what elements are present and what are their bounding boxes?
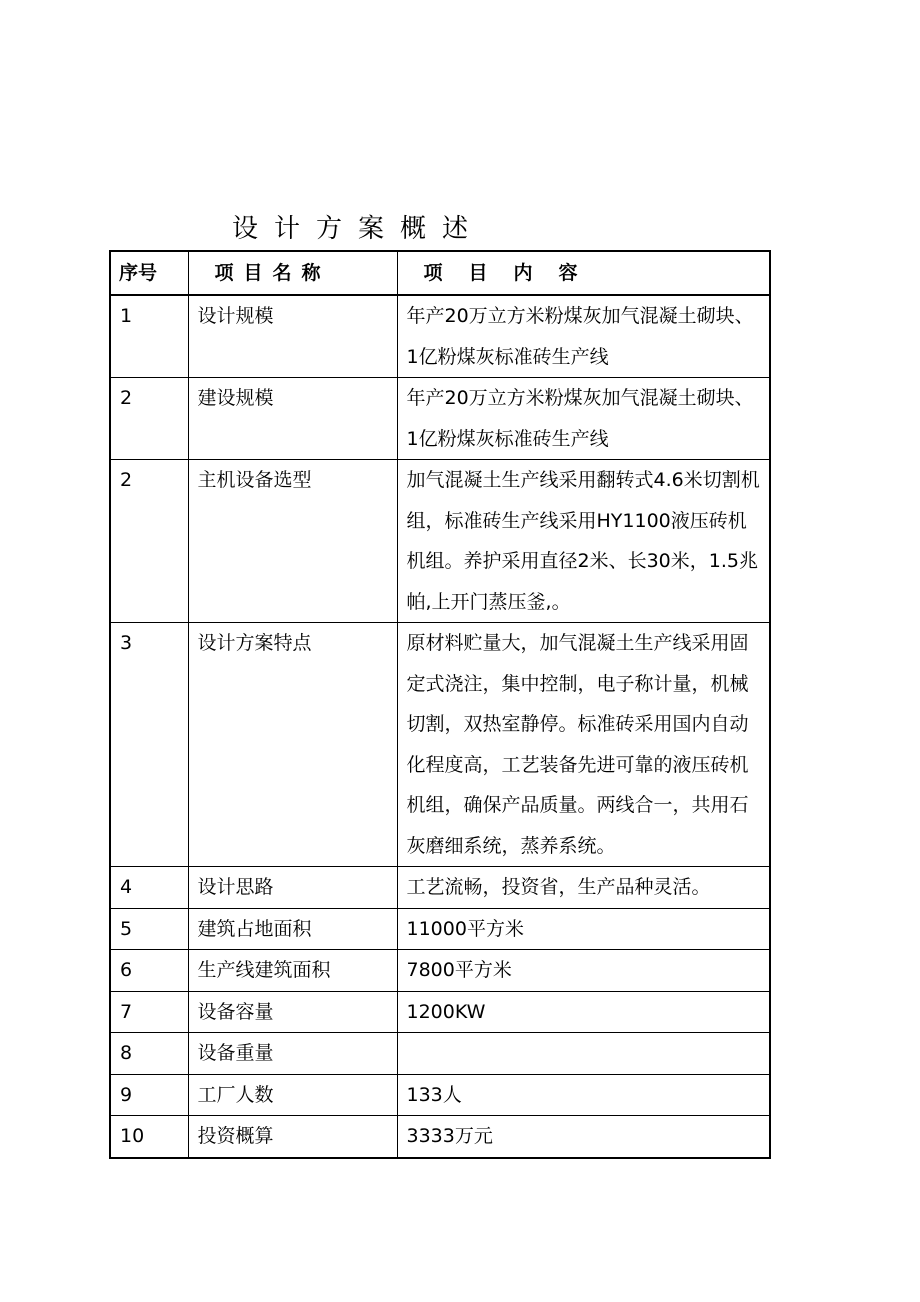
row-item-name: 工厂人数 xyxy=(188,1074,397,1116)
header-serial-number: 序号 xyxy=(110,251,188,295)
row-number: 9 xyxy=(110,1074,188,1116)
row-item-content: 1200KW xyxy=(397,991,770,1033)
table-row xyxy=(110,378,770,460)
row-item-name: 设计方案特点 xyxy=(188,623,397,867)
row-number: 4 xyxy=(110,867,188,909)
row-number: 6 xyxy=(110,950,188,992)
row-item-content: 11000平方米 xyxy=(397,908,770,950)
table-row xyxy=(110,991,770,1033)
row-item-content: 133人 xyxy=(397,1074,770,1116)
row-item-content: 原材料贮量大，加气混凝土生产线采用固定式浇注，集中控制，电子称计量，机械切割，双热室静停。标准砖采用国内自动化程度高，工艺装备先进可靠的液压砖机机组，确保产品质量。两线合一，共用石灰磨细系统，蒸养系统。 xyxy=(397,623,770,867)
row-item-name: 设备重量 xyxy=(188,1033,397,1075)
row-item-content: 年产20万立方米粉煤灰加气混凝土砌块、1亿粉煤灰标准砖生产线 xyxy=(397,295,770,378)
table-row xyxy=(110,950,770,992)
row-item-name: 投资概算 xyxy=(188,1116,397,1158)
row-item-content: 工艺流畅，投资省，生产品种灵活。 xyxy=(397,867,770,909)
table-header-row xyxy=(110,251,770,295)
row-number: 1 xyxy=(110,295,188,378)
row-item-name: 建设规模 xyxy=(188,378,397,460)
row-item-content: 3333万元 xyxy=(397,1116,770,1158)
table-row xyxy=(110,623,770,867)
row-item-content: 7800平方米 xyxy=(397,950,770,992)
table-row xyxy=(110,295,770,378)
row-number: 8 xyxy=(110,1033,188,1075)
table-row xyxy=(110,908,770,950)
row-item-name: 设计规模 xyxy=(188,295,397,378)
row-item-name: 主机设备选型 xyxy=(188,460,397,623)
table-row xyxy=(110,867,770,909)
header-item-content: 项目内容 xyxy=(397,251,770,295)
row-number: 7 xyxy=(110,991,188,1033)
row-number: 2 xyxy=(110,378,188,460)
table-row xyxy=(110,1074,770,1116)
row-item-name: 设备容量 xyxy=(188,991,397,1033)
table-row xyxy=(110,1033,770,1075)
row-number: 2 xyxy=(110,460,188,623)
row-item-content xyxy=(397,1033,770,1075)
row-number: 10 xyxy=(110,1116,188,1158)
row-item-content: 年产20万立方米粉煤灰加气混凝土砌块、1亿粉煤灰标准砖生产线 xyxy=(397,378,770,460)
table-row xyxy=(110,1116,770,1158)
header-item-name: 项目名称 xyxy=(188,251,397,295)
page-title: 设计方案概述 xyxy=(232,214,485,244)
row-item-name: 建筑占地面积 xyxy=(188,908,397,950)
row-number: 3 xyxy=(110,623,188,867)
table-row xyxy=(110,460,770,623)
project-overview-table xyxy=(109,250,771,1159)
row-item-name: 设计思路 xyxy=(188,867,397,909)
row-number: 5 xyxy=(110,908,188,950)
row-item-name: 生产线建筑面积 xyxy=(188,950,397,992)
row-item-content: 加气混凝土生产线采用翻转式4.6米切割机组，标准砖生产线采用HY1100液压砖机机组。养护采用直径2米、长30米，1.5兆帕,上开门蒸压釜,。 xyxy=(397,460,770,623)
